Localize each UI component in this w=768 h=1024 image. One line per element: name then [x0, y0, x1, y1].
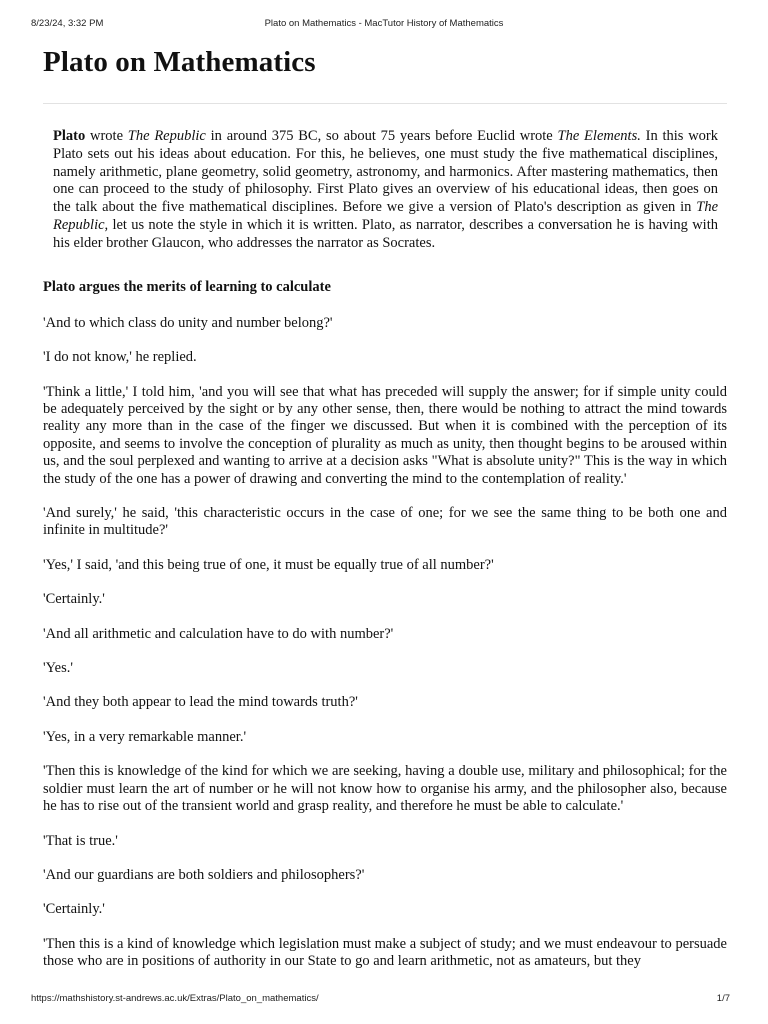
- page-title: Plato on Mathematics: [43, 46, 316, 78]
- title-divider: [43, 103, 727, 104]
- dialogue-paragraph: 'And surely,' he said, 'this characteristic occurs in the case of one; for we see the same thing to be both one and infinite in multitude?': [43, 505, 727, 539]
- dialogue-paragraph: 'Yes.': [43, 660, 73, 677]
- page-indicator: 1/7: [716, 993, 730, 1004]
- intro-text-3: In this work Plato sets out his ideas about education. For this, he believes, one must study the five mathematical disciplines, namely arithmetic, plane geometry, solid geometry, astronomy, and harmonics. After mastering mathematics, then one can proceed to the study of philosophy. First Plato gives an overview of his educational ideas, then goes on the talk about the five mathematical disciplines. Before we give a version of Plato's description as given in: [53, 128, 718, 216]
- intro-work-title-1: The Republic: [127, 128, 206, 144]
- dialogue-paragraph: 'And our guardians are both soldiers and philosophers?': [43, 866, 365, 883]
- print-footer: [31, 993, 737, 1007]
- print-page-title: Plato on Mathematics - MacTutor History of Mathematics: [264, 18, 504, 29]
- print-url: https://mathshistory.st-andrews.ac.uk/Extras/Plato_on_mathematics/: [31, 993, 319, 1004]
- dialogue-paragraph: 'Certainly.': [43, 901, 105, 918]
- dialogue-paragraph: 'Certainly.': [43, 591, 105, 608]
- intro-text-4: let us note the style in which it is written. Plato, as narrator, describes a conversation he is having with his elder brother Glaucon, who addresses the narrator as Socrates.: [53, 216, 718, 251]
- article-body: [43, 279, 727, 988]
- intro-work-title-3: The Republic,: [53, 199, 718, 233]
- print-datetime: 8/23/24, 3:32 PM: [31, 18, 104, 29]
- print-header: [31, 18, 737, 32]
- intro-work-title-2: The Elements.: [557, 128, 641, 144]
- intro-subject: Plato: [53, 128, 86, 144]
- dialogue-paragraph: 'And they both appear to lead the mind towards truth?': [43, 694, 358, 711]
- section-heading: Plato argues the merits of learning to calculate: [43, 279, 331, 295]
- dialogue-paragraph: 'That is true.': [43, 832, 118, 849]
- intro-text-2: in around 375 BC, so about 75 years before Euclid wrote: [205, 128, 558, 144]
- dialogue-paragraph: 'Then this is a kind of knowledge which legislation must make a subject of study; and we must endeavour to persuade those who are in positions of authority in our State to go and learn arithmetic, not as amateurs, but they: [43, 935, 727, 970]
- dialogue-paragraph: 'Yes,' I said, 'and this being true of one, it must be equally true of all number?': [43, 556, 494, 573]
- intro-paragraph: [53, 128, 718, 253]
- dialogue-paragraph: 'Yes, in a very remarkable manner.': [43, 728, 247, 745]
- dialogue-paragraph: 'Then this is knowledge of the kind for which we are seeking, having a double use, military and philosophical; for the soldier must learn the art of number or he will not know how to organise his army, and the philosopher also, because he has to rise out of the transient world and grasp reality, and therefore he must be able to calculate.': [43, 763, 727, 815]
- intro-text-1: wrote: [85, 128, 128, 144]
- dialogue-paragraph: 'And all arithmetic and calculation have to do with number?': [43, 625, 394, 642]
- dialogue-paragraph: 'Think a little,' I told him, 'and you will see that what has preceded will supply the answer; for if simple unity could be adequately perceived by the sight or by any other sense, then, there would be nothing to attract the mind towards reality any more than in the case of the finger we discussed. But when it is combined with the perception of its opposite, and seems to involve the conception of plurality as much as unity, then thought begins to be aroused within us, and the soul perplexed and wanting to arrive at a decision asks "What is absolute unity?" This is the way in which the study of the one has a power of drawing and converting the mind to the contemplation of reality.': [43, 383, 727, 487]
- dialogue-paragraph: 'I do not know,' he replied.: [43, 349, 197, 366]
- dialogue-paragraph: 'And to which class do unity and number belong?': [43, 314, 333, 331]
